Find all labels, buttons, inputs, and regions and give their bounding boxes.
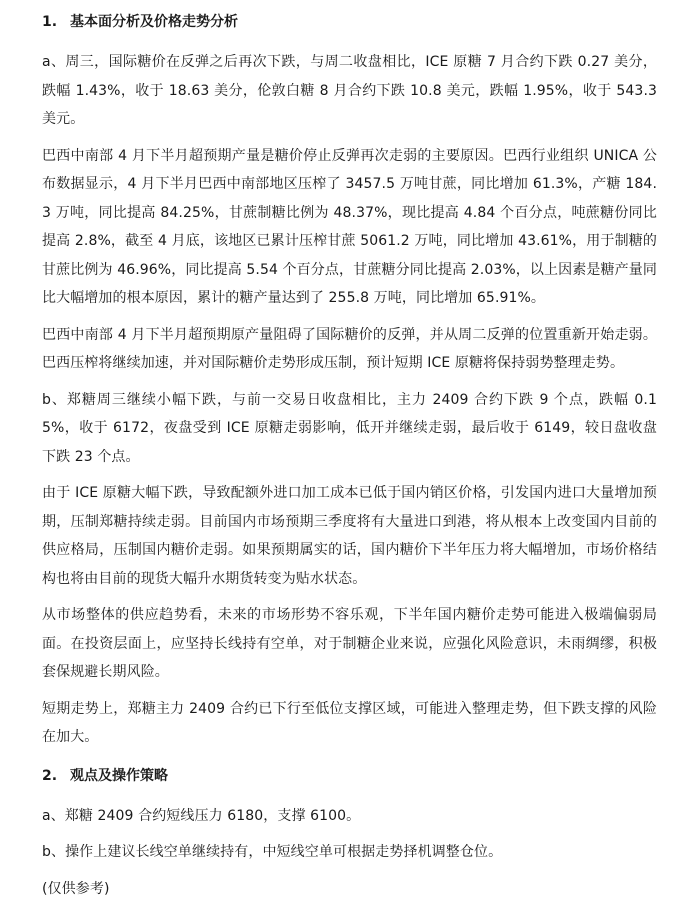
section-heading-analysis	[42, 12, 657, 32]
section-number: 2.	[42, 766, 70, 786]
paragraph-market-outlook: 从市场整体的供应趋势看，未来的市场形势不容乐观，下半年国内糖价走势可能进入极端偏弱局面。在投资层面上，应坚持长线持有空单，对于制糖企业来说，应强化风险意识，未雨绸缪，积极套保规避长期风险。	[42, 601, 657, 687]
strategy-item-levels: a、郑糖 2409 合约短线压力 6180，支撑 6100。	[42, 802, 657, 831]
paragraph-ice-market: a、周三，国际糖价在反弹之后再次下跌，与周二收盘相比，ICE 原糖 7 月合约下跌 0.27 美分，跌幅 1.43%，收于 18.63 美分，伦敦白糖 8 月合约下跌 10.8 美元，跌幅 1.95%，收于 543.3 美元。	[42, 48, 657, 134]
paragraph-zhengzhou-sugar: b、郑糖周三继续小幅下跌，与前一交易日收盘相比，主力 2409 合约下跌 9 个点，跌幅 0.15%，收于 6172，夜盘受到 ICE 原糖走弱影响，低开并继续走弱，最后收于 6149，较日盘收盘下跌 23 个点。	[42, 386, 657, 472]
paragraph-brazil-impact: 巴西中南部 4 月下半月超预期原产量阻碍了国际糖价的反弹，并从周二反弹的位置重新开始走弱。巴西压榨将继续加速，并对国际糖价走势形成压制，预计短期 ICE 原糖将保持弱势整理走势。	[42, 321, 657, 378]
section-title: 基本面分析及价格走势分析	[70, 12, 238, 32]
section-heading-strategy	[42, 766, 657, 786]
paragraph-short-term: 短期走势上，郑糖主力 2409 合约已下行至低位支撑区域，可能进入整理走势，但下跌支撑的风险在加大。	[42, 695, 657, 752]
disclaimer-note: (仅供参考)	[42, 875, 657, 903]
strategy-item-operation: b、操作上建议长线空单继续持有，中短线空单可根据走势择机调整仓位。	[42, 838, 657, 867]
section-number: 1.	[42, 12, 70, 32]
paragraph-import-pressure: 由于 ICE 原糖大幅下跌，导致配额外进口加工成本已低于国内销区价格，引发国内进口大量增加预期，压制郑糖持续走弱。目前国内市场预期三季度将有大量进口到港，将从根本上改变国内目前的供应格局，压制国内糖价走弱。如果预期属实的话，国内糖价下半年压力将大幅增加，市场价格结构也将由目前的现货大幅升水期货转变为贴水状态。	[42, 479, 657, 593]
section-title: 观点及操作策略	[70, 766, 168, 786]
paragraph-brazil-production: 巴西中南部 4 月下半月超预期产量是糖价停止反弹再次走弱的主要原因。巴西行业组织 UNICA 公布数据显示，4 月下半月巴西中南部地区压榨了 3457.5 万吨甘蔗，同比增加 61.3%，产糖 184.3 万吨，同比提高 84.25%，甘蔗制糖比例为 48.37%，现比提高 4.84 个百分点，吨蔗糖份同比提高 2.8%，截至 4 月底，该地区已累计压榨甘蔗 5061.2 万吨，同比增加 43.61%，用于制糖的甘蔗比例为 46.96%，同比提高 5.54 个百分点，甘蔗糖分同比提高 2.03%，以上因素是糖产量同比大幅增加的根本原因，累计的糖产量达到了 255.8 万吨，同比增加 65.91%。	[42, 142, 657, 313]
